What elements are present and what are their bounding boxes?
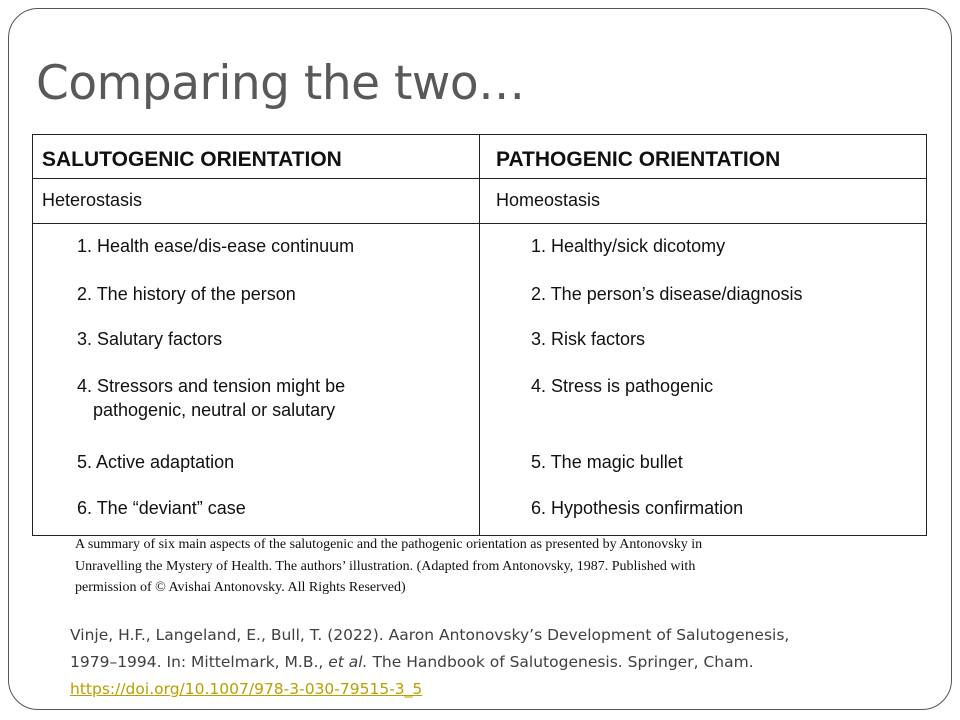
pathogenic-item-2 xyxy=(525,282,803,306)
item-text: Healthy/sick dicotomy xyxy=(551,236,726,256)
pathogenic-item-3 xyxy=(525,327,645,351)
salutogenic-heading: SALUTOGENIC ORIENTATION xyxy=(42,148,342,171)
item-number: 1. xyxy=(530,236,546,256)
item-text-continuation: pathogenic, neutral or salutary xyxy=(93,400,336,420)
item-number: 6. xyxy=(76,498,92,518)
citation-line xyxy=(70,649,930,676)
pathogenic-item-1 xyxy=(525,234,725,258)
item-number: 5. xyxy=(530,452,546,472)
item-text: Salutary factors xyxy=(97,329,223,349)
citation-line xyxy=(70,676,930,703)
item-text: Stressors and tension might be xyxy=(97,376,346,396)
pathogenic-item-4 xyxy=(525,374,713,398)
salutogenic-item-1 xyxy=(71,234,354,258)
pathogenic-item-5 xyxy=(525,450,683,474)
item-number: 5. xyxy=(76,452,92,472)
item-text: Hypothesis confirmation xyxy=(551,498,744,518)
salutogenic-item-6 xyxy=(71,496,246,520)
salutogenic-item-3 xyxy=(71,327,222,351)
item-text: The magic bullet xyxy=(550,452,683,472)
caption-line: A summary of six main aspects of the salutogenic and the pathogenic orientation as presented by Antonovsky in xyxy=(75,537,703,552)
item-number: 3. xyxy=(530,329,546,349)
item-text: Health ease/dis-ease continuum xyxy=(97,236,355,256)
pathogenic-heading: PATHOGENIC ORIENTATION xyxy=(496,148,781,171)
reference-citation xyxy=(70,622,930,703)
item-number: 1. xyxy=(76,236,92,256)
item-number: 2. xyxy=(530,284,546,304)
comparison-table xyxy=(32,134,927,536)
salutogenic-subheading: Heterostasis xyxy=(42,190,143,210)
item-text: Stress is pathogenic xyxy=(551,376,714,396)
salutogenic-item-4 xyxy=(71,374,345,422)
pathogenic-item-6 xyxy=(525,496,743,520)
salutogenic-item-5 xyxy=(71,450,234,474)
column-divider xyxy=(479,135,480,535)
item-text: The person’s disease/diagnosis xyxy=(550,284,803,304)
salutogenic-item-2 xyxy=(71,282,296,306)
item-text: Active adaptation xyxy=(96,452,235,472)
doi-link[interactable]: https://doi.org/10.1007/978-3-030-79515-3_5 xyxy=(70,680,423,698)
slide-title: Comparing the two… xyxy=(36,56,525,111)
item-number: 2. xyxy=(76,284,92,304)
citation-text: 1979–1994. In: Mittelmark, M.B., xyxy=(70,653,329,671)
row-divider-subheader xyxy=(33,223,926,224)
item-number: 3. xyxy=(76,329,92,349)
item-text: Risk factors xyxy=(551,329,646,349)
caption-line: Unravelling the Mystery of Health. The authors’ illustration. (Adapted from Antonovsky, 1987. Published with xyxy=(75,558,696,574)
citation-text: The Handbook of Salutogenesis. Springer, Cham. xyxy=(367,653,754,671)
figure-caption xyxy=(75,534,845,599)
row-divider-header xyxy=(33,178,926,179)
caption-line: permission of © Avishai Antonovsky. All Rights Reserved) xyxy=(75,580,406,595)
item-text: The history of the person xyxy=(96,284,296,304)
citation-line: Vinje, H.F., Langeland, E., Bull, T. (2022). Aaron Antonovsky’s Development of Salutogenesis, xyxy=(70,626,790,644)
item-number: 4. xyxy=(76,376,92,396)
item-text: The “deviant” case xyxy=(96,498,246,518)
item-number: 4. xyxy=(530,376,546,396)
citation-et-al: et al. xyxy=(328,653,368,671)
pathogenic-subheading: Homeostasis xyxy=(496,190,601,210)
item-number: 6. xyxy=(530,498,546,518)
